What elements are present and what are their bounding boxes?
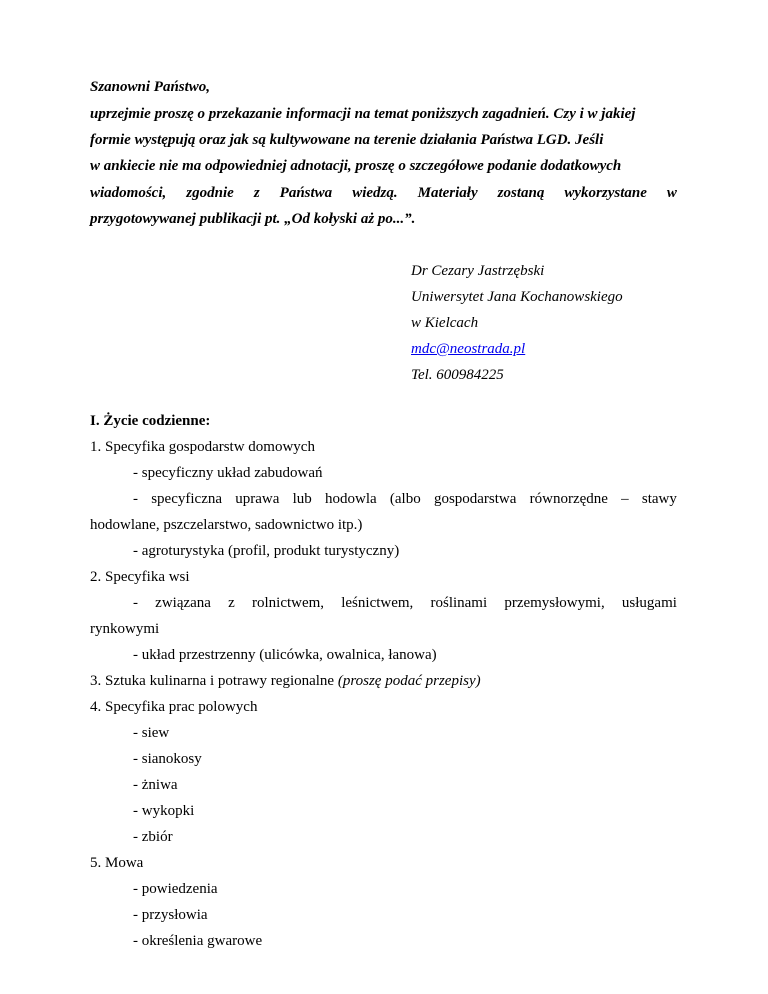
item-1-b: - specyficzna uprawa lub hodowla (albo gospodarstwa równorzędne – stawy [133, 491, 677, 507]
signature-phone: Tel. 600984225 [411, 367, 504, 383]
item-3-title: 3. Sztuka kulinarna i potrawy regionalne (proszę podać przepisy) [90, 673, 481, 689]
item-1-c: - agroturystyka (profil, produkt turystyczny) [133, 543, 400, 559]
signature-name: Dr Cezary Jastrzębski [411, 263, 545, 279]
item-1-a: - specyficzny układ zabudowań [133, 465, 323, 481]
item-5-title: 5. Mowa [90, 855, 144, 871]
list-item: - siew [133, 725, 170, 741]
intro-line-5: przygotowywanej publikacji pt. „Od kołyski aż po...”. [90, 211, 416, 227]
greeting: Szanowni Państwo, [90, 79, 211, 95]
section-heading: I. Życie codzienne: [90, 413, 211, 429]
item-2-b: - układ przestrzenny (ulicówka, owalnica, łanowa) [133, 647, 437, 663]
intro-line-3: w ankiecie nie ma odpowiedniej adnotacji, proszę o szczegółowe podanie dodatkowych [90, 158, 622, 174]
item-1-title: 1. Specyfika gospodarstw domowych [90, 439, 315, 455]
item-1-b-continued: hodowlane, pszczelarstwo, sadownictwo itp.) [90, 517, 363, 533]
item-2-title: 2. Specyfika wsi [90, 569, 190, 585]
list-item: - sianokosy [133, 751, 202, 767]
list-item: - wykopki [133, 803, 195, 819]
signature-university: Uniwersytet Jana Kochanowskiego [411, 289, 623, 305]
item-4-title: 4. Specyfika prac polowych [90, 699, 258, 715]
intro-line-4: wiadomości, zgodnie z Państwa wiedzą. Materiały zostaną wykorzystane w [90, 185, 677, 201]
intro-line-2: formie występują oraz jak są kultywowane na terenie działania Państwa LGD. Jeśli [90, 132, 604, 148]
intro-line-1: uprzejmie proszę o przekazanie informacji na temat poniższych zagadnień. Czy i w jakiej [90, 106, 636, 122]
list-item: - przysłowia [133, 907, 208, 923]
list-item: - określenia gwarowe [133, 933, 263, 949]
email-link[interactable]: mdc@neostrada.pl [411, 341, 526, 357]
list-item: - zbiór [133, 829, 173, 845]
list-item: - powiedzenia [133, 881, 218, 897]
item-2-a: - związana z rolnictwem, leśnictwem, roślinami przemysłowymi, usługami [133, 595, 677, 611]
list-item: - żniwa [133, 777, 178, 793]
item-2-a-continued: rynkowymi [90, 621, 160, 637]
signature-city: w Kielcach [411, 315, 479, 331]
item-3-note: (proszę podać przepisy) [337, 673, 481, 689]
